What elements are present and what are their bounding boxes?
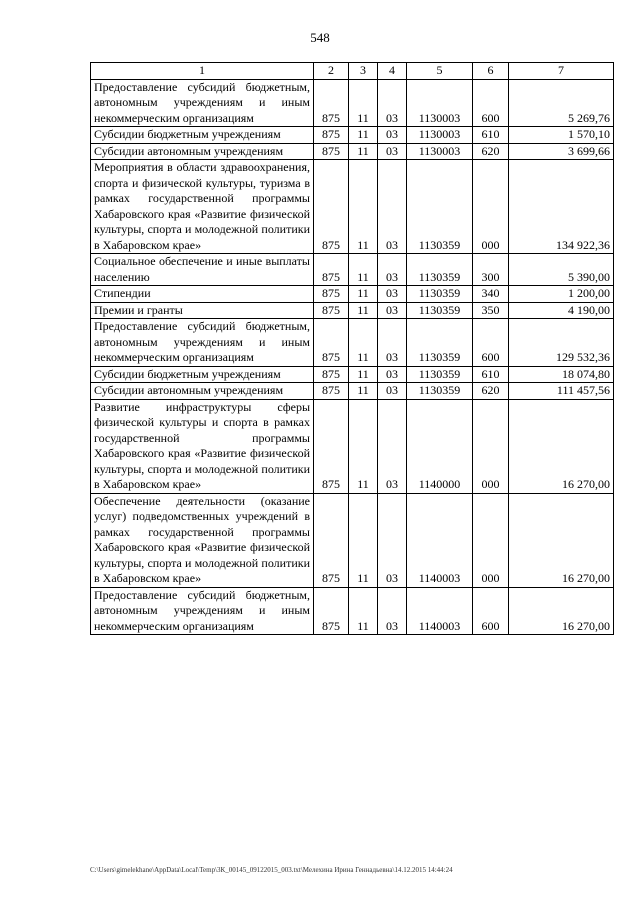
row-code-cell: 875 xyxy=(314,254,349,286)
row-subsection-cell: 03 xyxy=(378,143,407,160)
row-section-cell: 11 xyxy=(349,399,378,493)
row-target-cell: 1140003 xyxy=(407,587,473,635)
row-section-cell: 11 xyxy=(349,493,378,587)
row-subsection-cell: 03 xyxy=(378,254,407,286)
row-subsection-cell: 03 xyxy=(378,160,407,254)
row-subsection-cell: 03 xyxy=(378,493,407,587)
row-code-cell: 875 xyxy=(314,160,349,254)
row-name-cell: Мероприятия в области здравоохранения, спорта и физической культуры, туризма в рамках государственной программы Хабаровского края «Развитие физической культуры, спорта и молодежной политики в Хабаровском крае» xyxy=(91,160,314,254)
column-header: 7 xyxy=(509,63,614,80)
column-header: 6 xyxy=(473,63,509,80)
table-row xyxy=(91,143,614,160)
row-amount-cell: 18 074,80 xyxy=(509,366,614,383)
column-header: 4 xyxy=(378,63,407,80)
table-row xyxy=(91,366,614,383)
row-target-cell: 1130003 xyxy=(407,79,473,127)
table-row xyxy=(91,160,614,254)
row-code-cell: 875 xyxy=(314,383,349,400)
row-code-cell: 875 xyxy=(314,366,349,383)
row-section-cell: 11 xyxy=(349,366,378,383)
page-number: 548 xyxy=(310,30,330,45)
row-name-cell: Предоставление субсидий бюджетным, автономным учреждениям и иным некоммерческим организациям xyxy=(91,319,314,367)
row-expense-type-cell: 340 xyxy=(473,286,509,303)
row-expense-type-cell: 600 xyxy=(473,587,509,635)
row-expense-type-cell: 620 xyxy=(473,143,509,160)
row-subsection-cell: 03 xyxy=(378,319,407,367)
row-subsection-cell: 03 xyxy=(378,366,407,383)
row-name-cell: Субсидии автономным учреждениям xyxy=(91,143,314,160)
row-section-cell: 11 xyxy=(349,160,378,254)
row-name-cell: Обеспечение деятельности (оказание услуг) подведомственных учреждений в рамках государственной программы Хабаровского края «Развитие физической культуры, спорта и молодежной политики в Хабаровском крае» xyxy=(91,493,314,587)
row-subsection-cell: 03 xyxy=(378,587,407,635)
row-target-cell: 1130359 xyxy=(407,319,473,367)
table-row xyxy=(91,127,614,144)
row-target-cell: 1140003 xyxy=(407,493,473,587)
column-header: 5 xyxy=(407,63,473,80)
table-row xyxy=(91,319,614,367)
table-row xyxy=(91,302,614,319)
column-header: 1 xyxy=(91,63,314,80)
budget-table xyxy=(90,62,614,635)
row-subsection-cell: 03 xyxy=(378,383,407,400)
row-target-cell: 1130359 xyxy=(407,254,473,286)
row-amount-cell: 1 570,10 xyxy=(509,127,614,144)
row-target-cell: 1130359 xyxy=(407,366,473,383)
row-code-cell: 875 xyxy=(314,286,349,303)
row-section-cell: 11 xyxy=(349,286,378,303)
row-target-cell: 1130359 xyxy=(407,302,473,319)
row-section-cell: 11 xyxy=(349,302,378,319)
table-row xyxy=(91,383,614,400)
table-row xyxy=(91,587,614,635)
row-section-cell: 11 xyxy=(349,127,378,144)
row-name-cell: Субсидии бюджетным учреждениям xyxy=(91,127,314,144)
row-section-cell: 11 xyxy=(349,587,378,635)
row-amount-cell: 16 270,00 xyxy=(509,587,614,635)
row-subsection-cell: 03 xyxy=(378,302,407,319)
row-subsection-cell: 03 xyxy=(378,286,407,303)
row-expense-type-cell: 600 xyxy=(473,79,509,127)
row-amount-cell: 16 270,00 xyxy=(509,493,614,587)
row-subsection-cell: 03 xyxy=(378,399,407,493)
row-amount-cell: 16 270,00 xyxy=(509,399,614,493)
row-section-cell: 11 xyxy=(349,254,378,286)
table-row xyxy=(91,286,614,303)
row-target-cell: 1130359 xyxy=(407,286,473,303)
row-target-cell: 1130003 xyxy=(407,127,473,144)
row-code-cell: 875 xyxy=(314,493,349,587)
row-code-cell: 875 xyxy=(314,127,349,144)
table-row xyxy=(91,79,614,127)
row-name-cell: Премии и гранты xyxy=(91,302,314,319)
table-header-row xyxy=(91,63,614,80)
row-target-cell: 1130359 xyxy=(407,383,473,400)
row-expense-type-cell: 610 xyxy=(473,127,509,144)
row-subsection-cell: 03 xyxy=(378,79,407,127)
row-expense-type-cell: 600 xyxy=(473,319,509,367)
row-section-cell: 11 xyxy=(349,319,378,367)
row-code-cell: 875 xyxy=(314,79,349,127)
row-code-cell: 875 xyxy=(314,143,349,160)
row-amount-cell: 4 190,00 xyxy=(509,302,614,319)
row-code-cell: 875 xyxy=(314,319,349,367)
row-amount-cell: 129 532,36 xyxy=(509,319,614,367)
table-row xyxy=(91,399,614,493)
row-amount-cell: 3 699,66 xyxy=(509,143,614,160)
row-subsection-cell: 03 xyxy=(378,127,407,144)
column-header: 3 xyxy=(349,63,378,80)
row-expense-type-cell: 000 xyxy=(473,399,509,493)
row-code-cell: 875 xyxy=(314,302,349,319)
row-section-cell: 11 xyxy=(349,79,378,127)
row-expense-type-cell: 350 xyxy=(473,302,509,319)
row-expense-type-cell: 000 xyxy=(473,493,509,587)
row-name-cell: Субсидии автономным учреждениям xyxy=(91,383,314,400)
row-section-cell: 11 xyxy=(349,143,378,160)
row-name-cell: Социальное обеспечение и иные выплаты населению xyxy=(91,254,314,286)
row-name-cell: Субсидии бюджетным учреждениям xyxy=(91,366,314,383)
row-name-cell: Стипендии xyxy=(91,286,314,303)
file-path-footer: C:\Users\gimelekhane\AppData\Local\Temp\3К_00145_09122015_003.txt\Мелехина Ирина Геннадьевна\14.12.2015 14:44:24 xyxy=(90,866,453,874)
row-target-cell: 1140000 xyxy=(407,399,473,493)
row-expense-type-cell: 620 xyxy=(473,383,509,400)
row-expense-type-cell: 300 xyxy=(473,254,509,286)
row-amount-cell: 5 390,00 xyxy=(509,254,614,286)
row-expense-type-cell: 000 xyxy=(473,160,509,254)
row-amount-cell: 134 922,36 xyxy=(509,160,614,254)
table-row xyxy=(91,493,614,587)
row-code-cell: 875 xyxy=(314,587,349,635)
row-name-cell: Предоставление субсидий бюджетным, автономным учреждениям и иным некоммерческим организациям xyxy=(91,587,314,635)
column-header: 2 xyxy=(314,63,349,80)
row-target-cell: 1130359 xyxy=(407,160,473,254)
row-amount-cell: 111 457,56 xyxy=(509,383,614,400)
row-target-cell: 1130003 xyxy=(407,143,473,160)
table-row xyxy=(91,254,614,286)
row-section-cell: 11 xyxy=(349,383,378,400)
row-amount-cell: 5 269,76 xyxy=(509,79,614,127)
row-expense-type-cell: 610 xyxy=(473,366,509,383)
row-code-cell: 875 xyxy=(314,399,349,493)
row-name-cell: Развитие инфраструктуры сферы физической культуры и спорта в рамках государственной программы Хабаровского края «Развитие физической культуры, спорта и молодежной политики в Хабаровском крае» xyxy=(91,399,314,493)
row-name-cell: Предоставление субсидий бюджетным, автономным учреждениям и иным некоммерческим организациям xyxy=(91,79,314,127)
row-amount-cell: 1 200,00 xyxy=(509,286,614,303)
